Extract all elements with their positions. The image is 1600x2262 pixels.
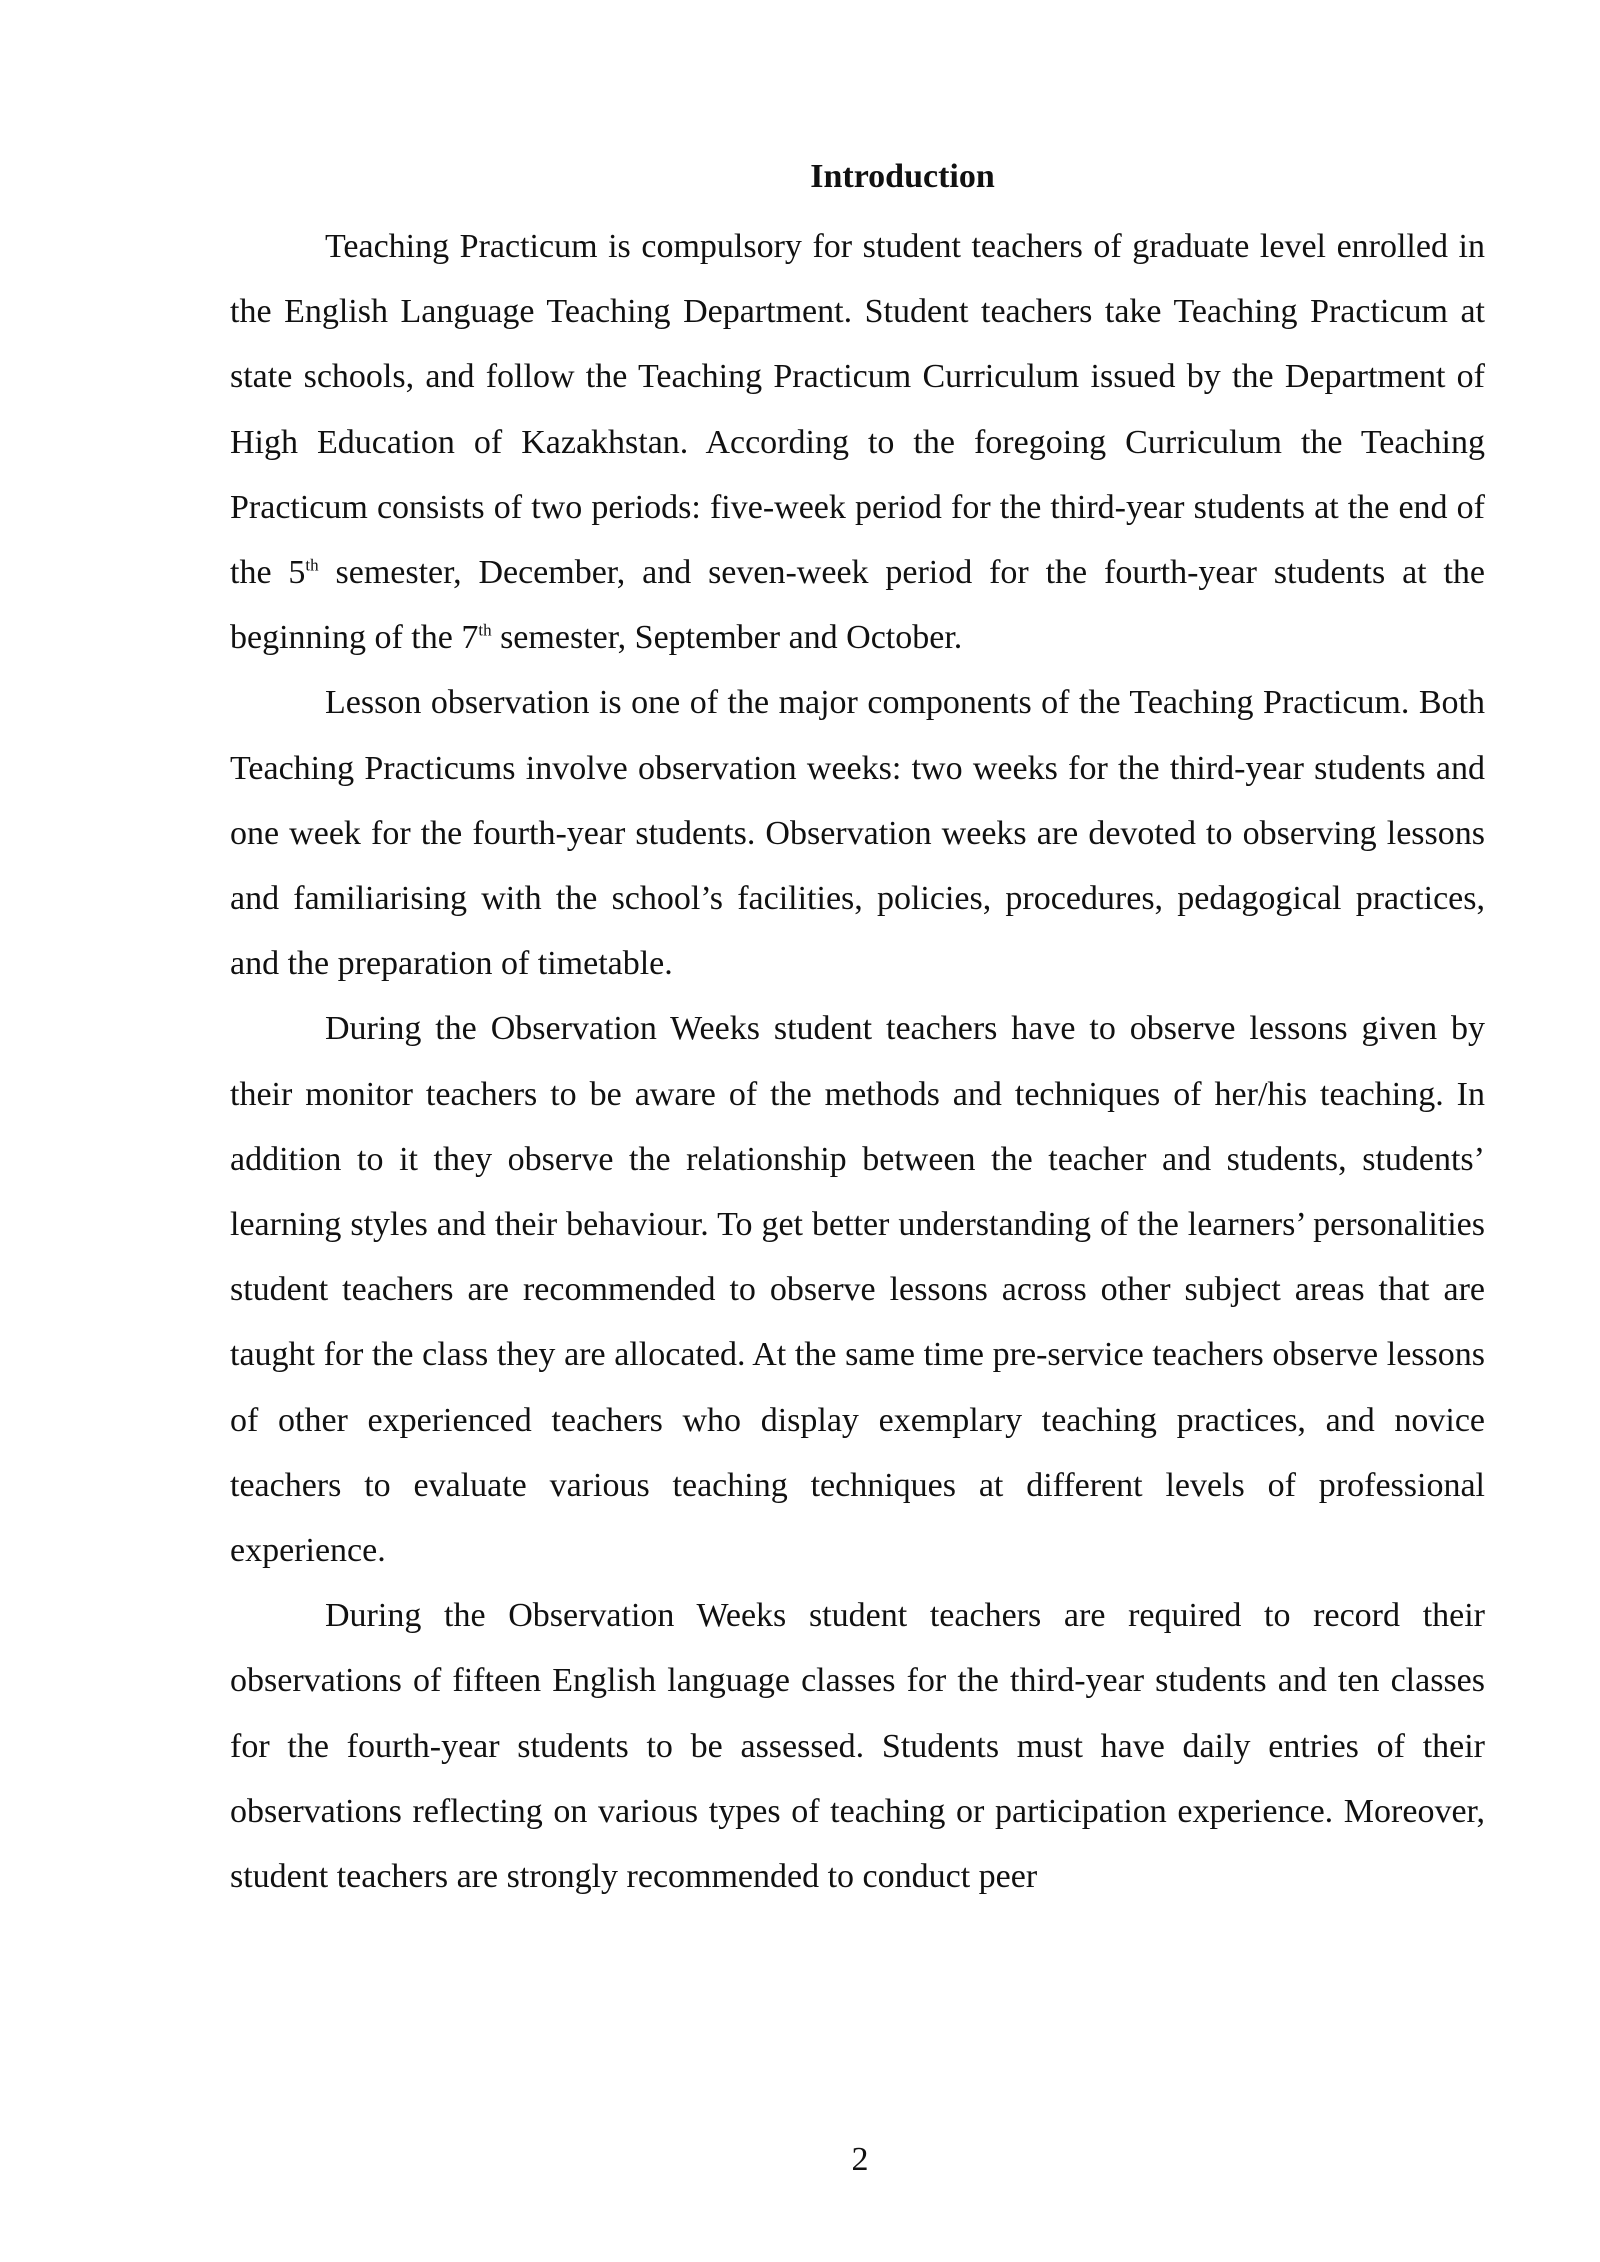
ordinal-suffix: th — [478, 620, 492, 640]
paragraph-text: semester, December, and seven-week period for the fourth-year students at the beginning of the 7 — [230, 554, 1486, 657]
paragraph-teaching-practicum — [230, 214, 1485, 670]
ordinal-suffix: th — [305, 555, 319, 575]
section-heading: Introduction — [810, 158, 995, 195]
page-body — [230, 150, 1485, 1909]
paragraph-recording-observations: During the Observation Weeks student teachers are required to record their observations of fifteen English language classes for the third-year students and ten classes for the fourth-year students to be assessed. Students must have daily entries of their observations reflecting on various types of teaching or participation experience. Moreover, student teachers are strongly recommended to conduct peer — [230, 1597, 1485, 1896]
paragraph-text: semester, September and October. — [491, 619, 963, 657]
paragraph-lesson-observation: Lesson observation is one of the major components of the Teaching Practicum. Both Teaching Practicums involve observation weeks: two weeks for the third-year students and one week for the fourth-year students. Observation weeks are devoted to observing lessons and familiarising with the school’s facilities, policies, procedures, pedagogical practices, and the preparation of timetable. — [230, 684, 1485, 983]
page-number: 2 — [851, 2141, 869, 2178]
paragraph-text: Teaching Practicum is compulsory for student teachers of graduate level enrolled in the English Language Teaching Department. Student teachers take Teaching Practicum at state schools, and follow the Teaching Practicum Curriculum issued by the Department of High Education of Kazakhstan. According to the foregoing Curriculum the Teaching Practicum consists of two periods: five-week period for the third-year students at the end of the 5 — [230, 228, 1485, 592]
paragraph-observation-weeks: During the Observation Weeks student teachers have to observe lessons given by their monitor teachers to be aware of the methods and techniques of her/his teaching. In addition to it they observe the relationship between the teacher and students, students’ learning styles and their behaviour. To get better understanding of the learners’ personalities student teachers are recommended to observe lessons across other subject areas that are taught for the class they are allocated. At the same time pre-service teachers observe lessons of other experienced teachers who display exemplary teaching practices, and novice teachers to evaluate various teaching techniques at different levels of professional experience. — [230, 1010, 1485, 1570]
